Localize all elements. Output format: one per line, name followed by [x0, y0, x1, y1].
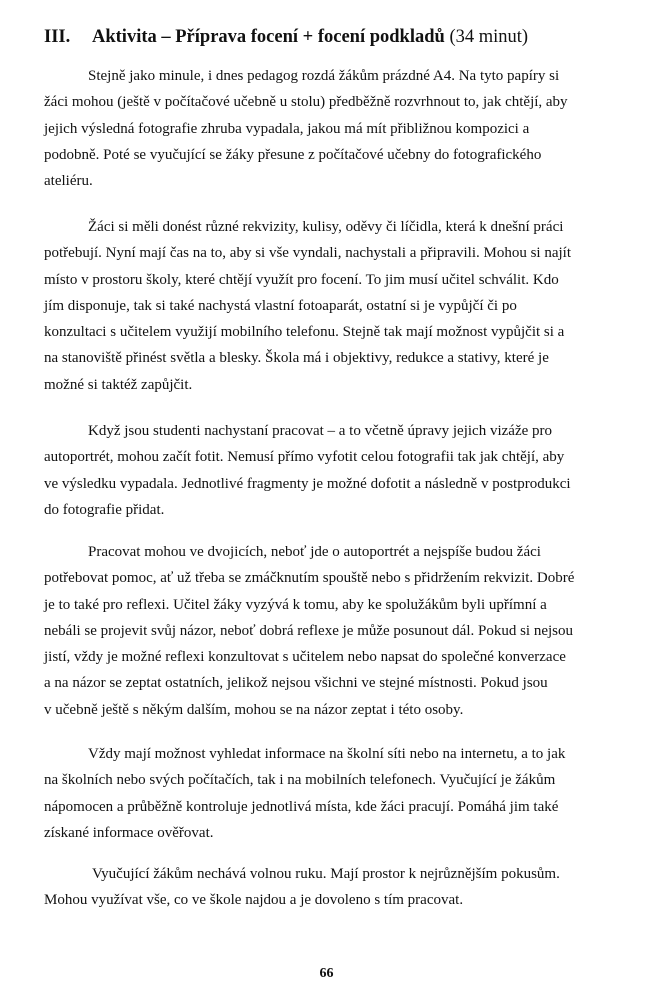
paragraph-line: získané informace ověřovat. [44, 824, 214, 841]
paragraph-line: ateliéru. [44, 173, 93, 190]
paragraph-line: Vždy mají možnost vyhledat informace na školní síti nebo na internetu, a to jak [88, 746, 566, 762]
paragraph-line: možné si taktéž zapůjčit. [44, 376, 193, 393]
paragraph-5 [44, 741, 614, 846]
paragraph-line: do fotografie přidat. [44, 501, 165, 518]
paragraph-line: Žáci si měli donést různé rekvizity, kulisy, oděvy či líčidla, která k dnešní práci [88, 219, 564, 235]
paragraph-line: ve výsledku vypadala. Jednotlivé fragmenty je možné dofotit a následně v postprodukci [44, 475, 571, 492]
paragraph-line: podobně. Poté se vyučující se žáky přesune z počítačové učebny do fotografického [44, 146, 542, 163]
paragraph-line: místo v prostoru školy, které chtějí využít pro focení. To jim musí učitel schválit. Kdo [44, 271, 559, 288]
section-title: Aktivita – Příprava focení + focení podkladů [92, 27, 445, 47]
page-number: 66 [319, 966, 334, 981]
paragraph-line: konzultaci s učitelem využijí mobilního telefonu. Stejně tak mají možnost vypůjčit si a [44, 324, 565, 341]
paragraph-line: na stanoviště přinést světla a blesky. Škola má i objektivy, redukce a stativy, které je [44, 350, 549, 367]
paragraph-line: Když jsou studenti nachystaní pracovat – a to včetně úpravy jejich vizáže pro [88, 423, 553, 439]
section-duration: (34 minut) [449, 27, 529, 47]
paragraph-line: jistí, vždy je možné reflexi konzultovat s učitelem nebo napsat do společné konverzace [44, 649, 566, 666]
paragraph-line: v učebně ještě s někým dalším, mohou se na názor zeptat i této osoby. [44, 701, 464, 718]
paragraph-1 [44, 63, 614, 194]
paragraph-line: a na názor se zeptat ostatních, jelikož nejsou všichni ve stejné místnosti. Pokud jsou [44, 675, 548, 692]
paragraph-line: je to také pro reflexi. Učitel žáky vyzývá k tomu, aby ke spolužákům byli upřímní a [44, 596, 547, 613]
paragraph-2 [44, 214, 614, 398]
paragraph-line: Vyučující žákům nechává volnou ruku. Mají prostor k nejrůznějším pokusům. [92, 866, 560, 882]
paragraph-line: nápomocen a průběžně kontroluje jednotlivá místa, kde žáci pracují. Pomáhá jim také [44, 798, 559, 815]
paragraph-6 [44, 861, 614, 914]
paragraph-line: Mohou využívat vše, co ve škole najdou a je dovoleno s tím pracovat. [44, 892, 464, 909]
paragraph-line: žáci mohou (ještě v počítačové učebně u stolu) předběžně rozvrhnout to, jak chtějí, aby [44, 94, 568, 111]
paragraph-line: jejich výsledná fotografie zhruba vypadala, jakou má mít přibližnou kompozici a [44, 120, 530, 137]
paragraph-line: na školních nebo svých počítačích, tak i na mobilních telefonech. Vyučující je žákům [44, 772, 556, 789]
paragraph-line: Pracovat mohou ve dvojicích, neboť jde o autoportrét a nejspíše budou žáci [88, 544, 541, 560]
paragraph-3 [44, 418, 614, 523]
paragraph-line: autoportrét, mohou začít fotit. Nemusí přímo vyfotit celou fotografii tak jak chtějí, aby [44, 449, 565, 466]
paragraph-line: potřebují. Nyní mají čas na to, aby si vše vyndali, nachystali a připravili. Mohou si najít [44, 245, 571, 262]
paragraph-line: potřebovat pomoc, ať už třeba se zmáčknutím spouště nebo s přidržením rekvizit. Dobré [44, 570, 575, 587]
section-number: III. [44, 27, 71, 47]
paragraph-line: nebáli se projevit svůj názor, neboť dobrá reflexe je může posunout dál. Pokud si nejsou [44, 622, 574, 639]
section-heading [44, 24, 624, 50]
paragraph-4 [44, 539, 614, 723]
paragraph-line: Stejně jako minule, i dnes pedagog rozdá žákům prázdné A4. Na tyto papíry si [88, 68, 560, 84]
paragraph-line: jím disponuje, tak si také nachystá vlastní fotoaparát, ostatní si je vypůjčí či po [44, 297, 517, 314]
